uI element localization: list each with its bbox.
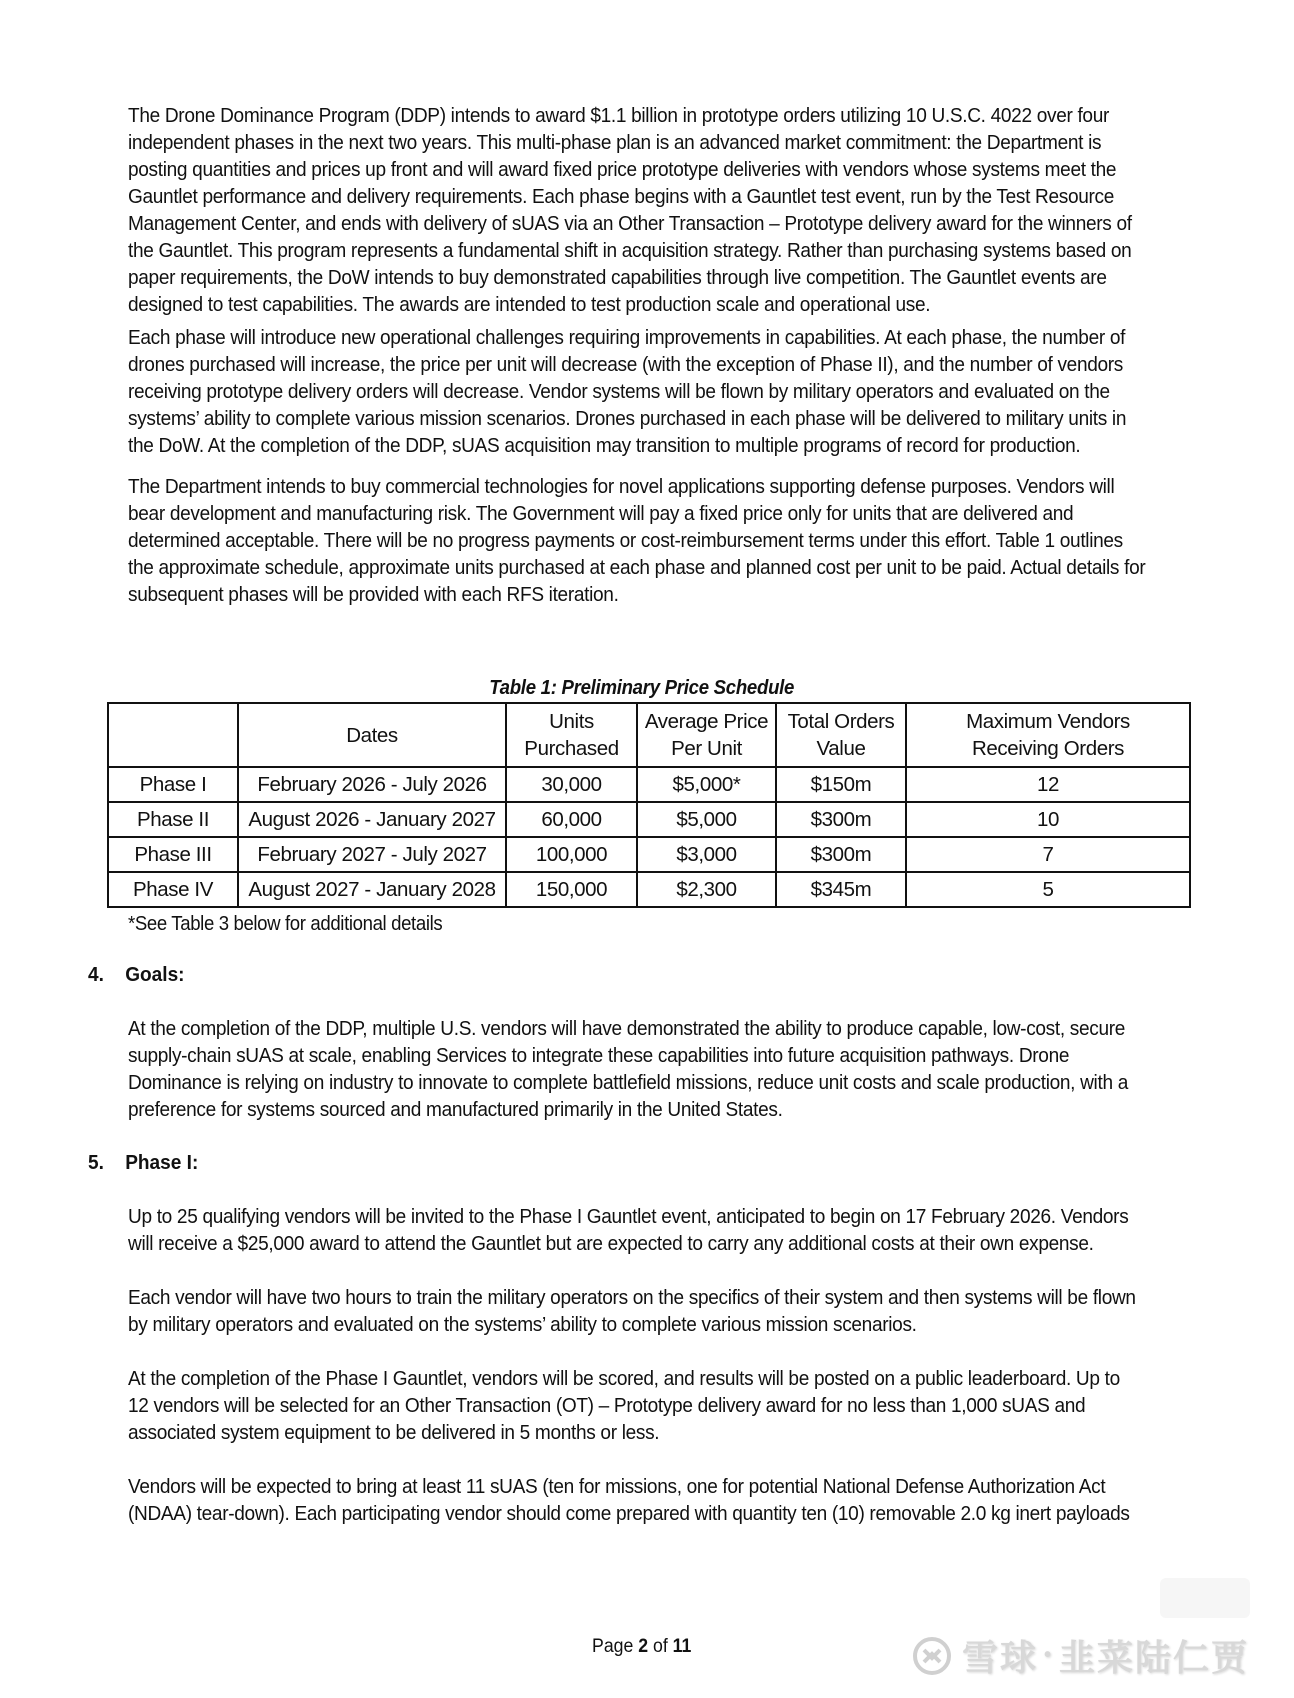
table-cell: $5,000* [637,767,776,802]
table-footnote: *See Table 3 below for additional details [128,913,443,935]
table-cell: August 2026 - January 2027 [238,802,506,837]
text-line: will receive a $25,000 award to attend the Gauntlet but are expected to carry any additional costs at their own expense. [128,1232,1094,1255]
text-line: The Department intends to buy commercial technologies for novel applications supporting defense purposes. Vendors will [128,475,1115,498]
table-header-cell: Maximum Vendors Receiving Orders [906,703,1190,767]
text-line: 12 vendors will be selected for an Other Transaction (OT) – Prototype delivery award for no less than 1,000 sUAS and [128,1394,1086,1417]
section-heading-goals [88,963,185,987]
text-line: Each phase will introduce new operational challenges requiring improvements in capabilities. At each phase, the number of [128,326,1126,349]
section-heading-phase-1 [88,1151,198,1175]
table-cell: 30,000 [506,767,637,802]
table-cell: $345m [776,872,906,907]
paragraph-phase1-requirements [128,1473,1258,1527]
text-line: supply-chain sUAS at scale, enabling Services to integrate these capabilities into future acquisition pathways. Drone [128,1044,1070,1067]
table-cell: Phase IV [108,872,238,907]
table-cell: 100,000 [506,837,637,872]
section-title: Phase I: [125,1151,199,1174]
table-cell: $5,000 [637,802,776,837]
table-cell: 7 [906,837,1190,872]
paragraph-department [128,473,1258,608]
table-row [108,872,1190,907]
page-number-footer: Page 2 of 11 [592,1636,692,1657]
section-number: 5. [88,1151,104,1174]
table-header-cell: Total Orders Value [776,703,906,767]
watermark-separator: • [1044,1644,1054,1666]
text-line: the Gauntlet. This program represents a fundamental shift in acquisition strategy. Rather than purchasing systems based on [128,239,1132,262]
text-line: bear development and manufacturing risk. The Government will pay a fixed price only for units that are delivered and [128,502,1074,525]
table-row [108,767,1190,802]
table-cell: Phase I [108,767,238,802]
text-line: designed to test capabilities. The awards are intended to test production scale and operational use. [128,293,931,316]
table-header-cell: Dates [238,703,506,767]
text-line: posting quantities and prices up front and will award fixed price prototype deliveries with vendors whose systems meet the [128,158,1117,181]
text-line: receiving prototype delivery orders will decrease. Vendor systems will be flown by military operators and evaluated on the [128,380,1110,403]
table-cell: Phase II [108,802,238,837]
table-cell: 150,000 [506,872,637,907]
text-line: independent phases in the next two years. This multi-phase plan is an advanced market commitment: the Department is [128,131,1102,154]
text-line: Up to 25 qualifying vendors will be invited to the Phase I Gauntlet event, anticipated to begin on 17 February 2026. Vendors [128,1205,1129,1228]
price-schedule-table [107,702,1191,908]
paragraph-phases [128,324,1258,459]
snowball-logo-icon [912,1636,952,1676]
table-cell: August 2027 - January 2028 [238,872,506,907]
table-cell: $150m [776,767,906,802]
table-cell: $3,000 [637,837,776,872]
text-line: by military operators and evaluated on the systems’ ability to complete various mission scenarios. [128,1313,917,1336]
text-line: the approximate schedule, approximate units purchased at each phase and planned cost per unit to be paid. Actual details for [128,556,1146,579]
text-line: At the completion of the DDP, multiple U.S. vendors will have demonstrated the ability to produce capable, low-cost, secure [128,1017,1126,1040]
text-line: subsequent phases will be provided with each RFS iteration. [128,583,619,606]
table-row [108,837,1190,872]
text-line: Gauntlet performance and delivery requirements. Each phase begins with a Gauntlet test event, run by the Test Resource [128,185,1115,208]
table-cell: $300m [776,802,906,837]
table-header-row [108,703,1190,767]
paragraph-intro [128,102,1258,318]
text-line: preference for systems sourced and manufactured primarily in the United States. [128,1098,783,1121]
table-cell: 10 [906,802,1190,837]
text-line: determined acceptable. There will be no progress payments or cost-reimbursement terms under this effort. Table 1 outlines [128,529,1123,552]
table-cell: 5 [906,872,1190,907]
watermark [912,1630,1249,1681]
text-line: associated system equipment to be delivered in 5 months or less. [128,1421,660,1444]
text-line: The Drone Dominance Program (DDP) intends to award $1.1 billion in prototype orders utilizing 10 U.S.C. 4022 over four [128,104,1110,127]
table-cell: Phase III [108,837,238,872]
section-number: 4. [88,963,104,986]
text-line: At the completion of the Phase I Gauntlet, vendors will be scored, and results will be posted on a public leaderboard. Up to [128,1367,1120,1390]
table-cell: February 2026 - July 2026 [238,767,506,802]
table-cell: 60,000 [506,802,637,837]
paragraph-phase1-scoring [128,1365,1258,1446]
table-header-cell: Average Price Per Unit [637,703,776,767]
faded-overlay-box [1160,1578,1250,1618]
text-line: Dominance is relying on industry to innovate to complete battlefield missions, reduce unit costs and scale production, with a [128,1071,1128,1094]
table-header-cell: Units Purchased [506,703,637,767]
text-line: Each vendor will have two hours to train the military operators on the specifics of their system and then systems will be flown [128,1286,1136,1309]
paragraph-phase1-training [128,1284,1258,1338]
table-cell: 12 [906,767,1190,802]
watermark-brand: 雪球 [962,1637,1039,1678]
watermark-author: 韭菜陆仁贾 [1059,1637,1250,1678]
text-line: Management Center, and ends with delivery of sUAS via an Other Transaction – Prototype delivery award for the winners of [128,212,1132,235]
text-line: drones purchased will increase, the price per unit will decrease (with the exception of Phase II), and the number of vendors [128,353,1124,376]
table-caption: Table 1: Preliminary Price Schedule [489,677,795,699]
text-line: systems’ ability to complete various mission scenarios. Drones purchased in each phase will be delivered to military units in [128,407,1127,430]
table-row [108,802,1190,837]
section-title: Goals: [125,963,185,986]
paragraph-phase1-invitation [128,1203,1258,1257]
table-cell: $2,300 [637,872,776,907]
text-line: the DoW. At the completion of the DDP, sUAS acquisition may transition to multiple programs of record for production. [128,434,1081,457]
text-line: Vendors will be expected to bring at least 11 sUAS (ten for missions, one for potential National Defense Authorization Act [128,1475,1106,1498]
table-cell: February 2027 - July 2027 [238,837,506,872]
table-header-cell [108,703,238,767]
text-line: (NDAA) tear-down). Each participating vendor should come prepared with quantity ten (10) removable 2.0 kg inert payloads [128,1502,1130,1525]
table-cell: $300m [776,837,906,872]
text-line: paper requirements, the DoW intends to buy demonstrated capabilities through live competition. The Gauntlet events are [128,266,1107,289]
paragraph-goals [128,1015,1258,1123]
